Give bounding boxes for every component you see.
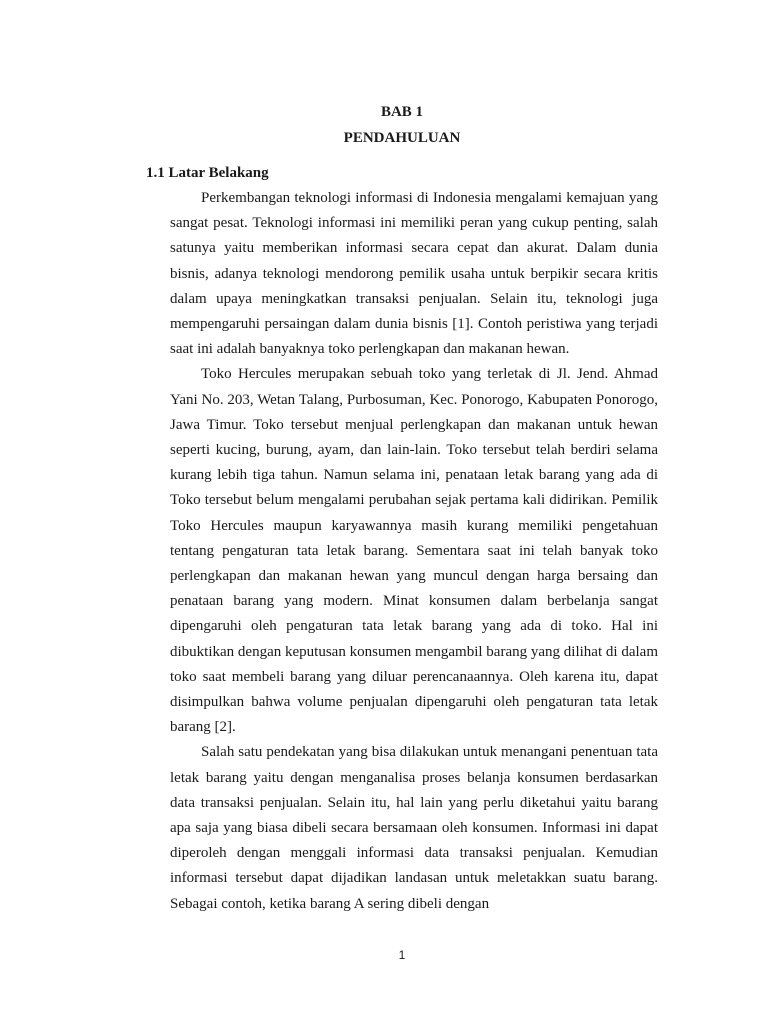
paragraph: Salah satu pendekatan yang bisa dilakukan untuk menangani penentuan tata letak barang yaitu dengan menganalisa proses belanja konsumen berdasarkan data transaksi penjualan. Selain itu, hal lain yang perlu diketahui yaitu barang apa saja yang biasa dibeli secara bersamaan oleh konsumen. Informasi ini dapat diperoleh dengan menggali informasi data transaksi penjualan. Kemudian informasi tersebut dapat dijadikan landasan untuk meletakkan suatu barang. Sebagai contoh, ketika barang A sering dibeli dengan <box>170 744 658 912</box>
page-number: 1 <box>398 948 406 962</box>
chapter-label: BAB 1 <box>380 104 424 120</box>
section-heading: 1.1 Latar Belakang <box>146 165 269 181</box>
body-text <box>170 186 658 917</box>
paragraph: Toko Hercules merupakan sebuah toko yang terletak di Jl. Jend. Ahmad Yani No. 203, Wetan Talang, Purbosuman, Kec. Ponorogo, Kabupaten Ponorogo, Jawa Timur. Toko tersebut menjual perlengkapan dan makanan untuk hewan seperti kucing, burung, ayam, dan lain-lain. Toko tersebut telah berdiri selama kurang lebih tiga tahun. Namun selama ini, penataan letak barang yang ada di Toko tersebut belum mengalami perubahan sejak pertama kali didirikan. Pemilik Toko Hercules maupun karyawannya masih kurang memiliki pengetahuan tentang pengaturan tata letak barang. Sementara saat ini telah banyak toko perlengkapan dan makanan hewan yang muncul dengan harga bersaing dan penataan barang yang modern. Minat konsumen dalam berbelanja sangat dipengaruhi oleh pengaturan tata letak barang yang ada di toko. Hal ini dibuktikan dengan keputusan konsumen mengambil barang yang dilihat di dalam toko saat membeli barang yang diluar perencanaannya. Oleh karena itu, dapat disimpulkan bahwa volume penjualan dipengaruhi oleh pengaturan tata letak barang [2]. <box>170 366 658 736</box>
paragraph: Perkembangan teknologi informasi di Indonesia mengalami kemajuan yang sangat pesat. Teknologi informasi ini memiliki peran yang cukup penting, salah satunya yaitu memberikan informasi secara cepat dan akurat. Dalam dunia bisnis, adanya teknologi mendorong pemilik usaha untuk berpikir secara kritis dalam upaya meningkatkan transaksi penjualan. Selain itu, teknologi juga mempengaruhi persaingan dalam dunia bisnis [1]. Contoh peristiwa yang terjadi saat ini adalah banyaknya toko perlengkapan dan makanan hewan. <box>170 190 658 358</box>
chapter-title: PENDAHULUAN <box>343 130 461 146</box>
